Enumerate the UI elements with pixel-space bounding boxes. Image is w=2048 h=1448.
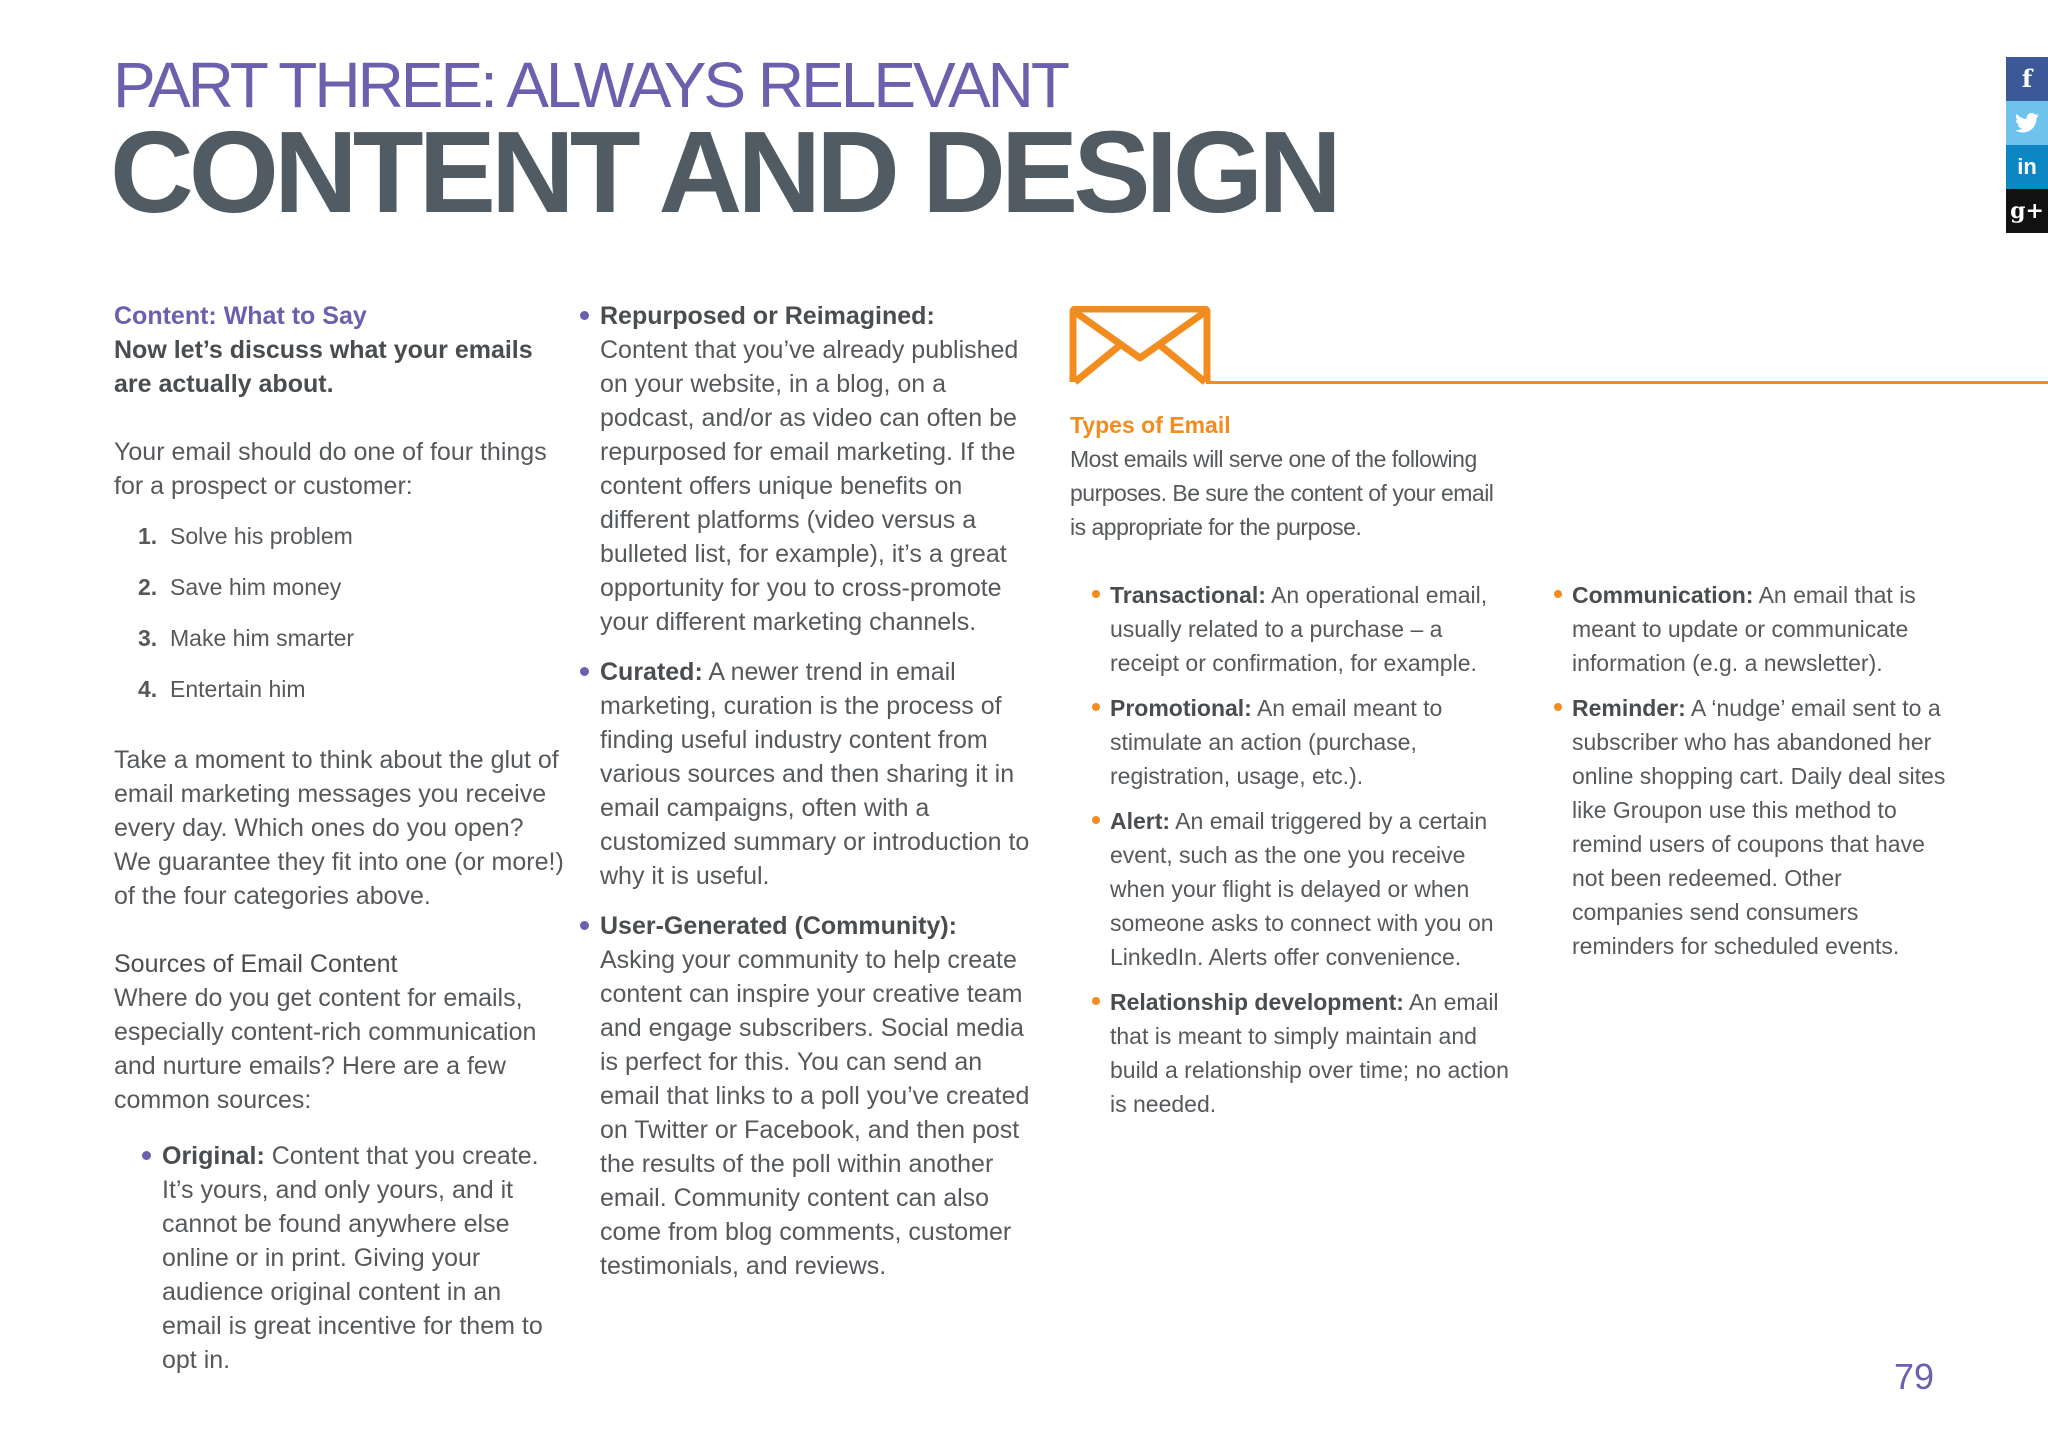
types-list-right [1572, 578, 1952, 963]
numbered-list [114, 519, 564, 723]
social-share-bar [2006, 57, 2048, 233]
types-list-left [1110, 578, 1510, 1121]
paragraph-four-things: Your email should do one of four things for a prospect or customer: [114, 438, 547, 500]
list-item: 1. Solve his problem [138, 523, 353, 549]
section-heading-sources: Sources of Email Content [114, 950, 398, 978]
paragraph-glut: Take a moment to think about the glut of email marketing messages you receive every day. Which ones do you open? We guarantee they fit into one (or more!) of the four categories above. [114, 746, 564, 910]
page-number: 79 [1893, 1356, 1934, 1397]
intro-text: Now let’s discuss what your emails are actually about. [114, 336, 533, 398]
page-title: CONTENT AND DESIGN [110, 107, 1337, 237]
list-item-communication: Communication: An email that is meant to update or communicate information (e.g. a newsletter). [1572, 578, 1952, 680]
list-item: 3. Make him smarter [138, 625, 355, 651]
list-item-user-generated: User-Generated (Community): Asking your community to help create content can inspire your creative team and engage subscribers. Social media is perfect for this. You can send an email that links to a poll you’ve created on Twitter or Facebook, and then post the results of the poll within another email. Community content can also come from blog comments, customer testimonials, and reviews. [578, 909, 1040, 1283]
envelope-icon [1069, 306, 1211, 386]
list-item-promotional: Promotional: An email meant to stimulate an action (purchase, registration, usage, etc.). [1110, 691, 1510, 793]
content-column-2 [600, 299, 1040, 1283]
part-title: PART THREE: ALWAYS RELEVANT [113, 49, 1067, 121]
types-of-email-intro [1070, 408, 1510, 544]
list-item-original: Original: Content that you create. It’s yours, and only yours, and it cannot be found anywhere else online or in print. Giving your audience original content in an email is great incentive for them to opt in. [140, 1139, 564, 1377]
list-item: 4. Entertain him [138, 676, 306, 702]
list-item-alert: Alert: An email triggered by a certain event, such as the one you receive when your flight is delayed or when someone asks to connect with you on LinkedIn. Alerts offer convenience. [1110, 804, 1510, 974]
list-item: 2. Save him money [138, 574, 342, 600]
list-item-repurposed: Repurposed or Reimagined: Content that you’ve already published on your website, in a blog, on a podcast, and/or as video can often be repurposed for email marketing. If the content offers unique benefits on different platforms (video versus a bulleted list, for example), it’s a great opportunity for you to cross-promote your different marketing channels. [578, 299, 1040, 639]
types-heading: Types of Email [1070, 412, 1231, 438]
list-item-relationship: Relationship development: An email that is meant to simply maintain and build a relationship over time; no action is needed. [1110, 985, 1510, 1121]
linkedin-icon[interactable]: in [2006, 145, 2048, 189]
googleplus-icon[interactable]: g+ [2006, 189, 2048, 233]
list-item-curated: Curated: A newer trend in email marketing, curation is the process of finding useful industry content from various sources and then sharing it in email campaigns, often with a customized summary or introduction to why it is useful. [578, 655, 1040, 893]
facebook-icon[interactable]: f [2006, 57, 2048, 101]
types-intro-text: Most emails will serve one of the following purposes. Be sure the content of your email is appropriate for the purpose. [1070, 446, 1494, 540]
section-divider [1206, 381, 2048, 384]
list-item-transactional: Transactional: An operational email, usually related to a purchase – a receipt or confirmation, for example. [1110, 578, 1510, 680]
twitter-bird-icon [2015, 113, 2039, 133]
twitter-icon[interactable] [2006, 101, 2048, 145]
section-heading-content: Content: What to Say [114, 302, 367, 330]
list-item-reminder: Reminder: A ‘nudge’ email sent to a subscriber who has abandoned her online shopping cart. Daily deal sites like Groupon use this method to remind users of coupons that have not been redeemed. Other companies send consumers reminders for scheduled events. [1572, 691, 1952, 963]
content-column-1 [114, 299, 564, 1377]
paragraph-sources: Where do you get content for emails, especially content-rich communication and nurture emails? Here are a few common sources: [114, 984, 537, 1114]
